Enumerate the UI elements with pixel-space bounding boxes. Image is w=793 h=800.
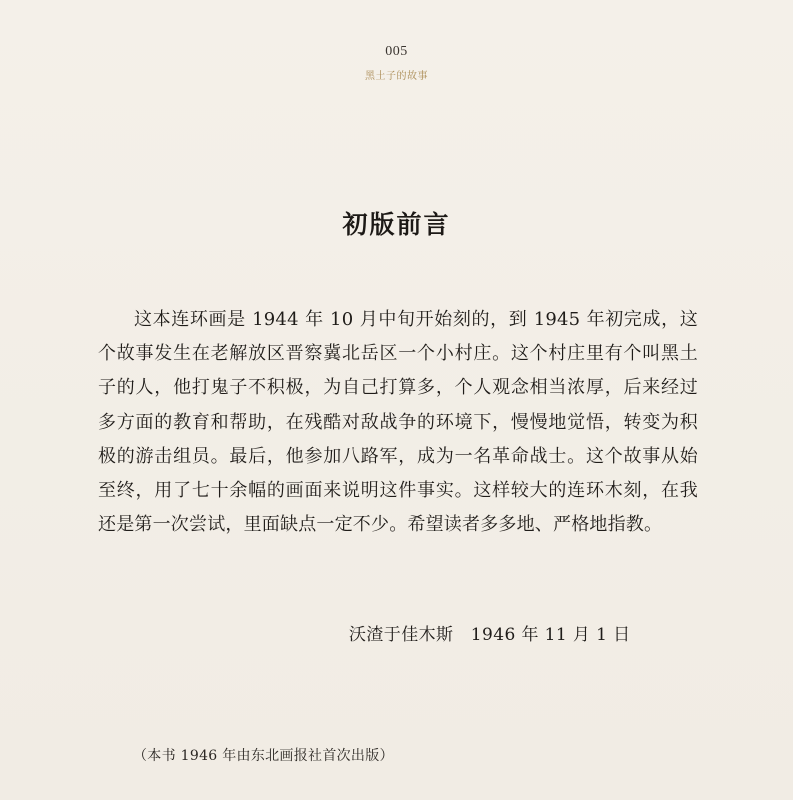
publication-note: （本书 1946 年由东北画报社首次出版）: [133, 748, 394, 764]
page-title: 初版前言: [342, 210, 451, 239]
signature-line: 沃渣于佳木斯 1946 年 11 月 1 日: [349, 625, 631, 645]
running-head-title: 黑土子的故事: [365, 71, 428, 82]
page-number: 005: [385, 44, 408, 59]
preface-paragraph: 这本连环画是 1944 年 10 月中旬开始刻的，到 1945 年初完成，这个故事发生在老解放区晋察冀北岳区一个小村庄。这个村庄里有个叫黑土子的人，他打鬼子不积极，为自己打算多，个人观念相当浓厚，后来经过多方面的教育和帮助，在残酷对敌战争的环境下，慢慢地觉悟，转变为积极的游击组员。最后，他参加八路军，成为一名革命战士。这个故事从始至终，用了七十余幅的画面来说明这件事实。这样较大的连环木刻，在我还是第一次尝试，里面缺点一定不少。希望读者多多地、严格地指教。: [98, 309, 698, 536]
